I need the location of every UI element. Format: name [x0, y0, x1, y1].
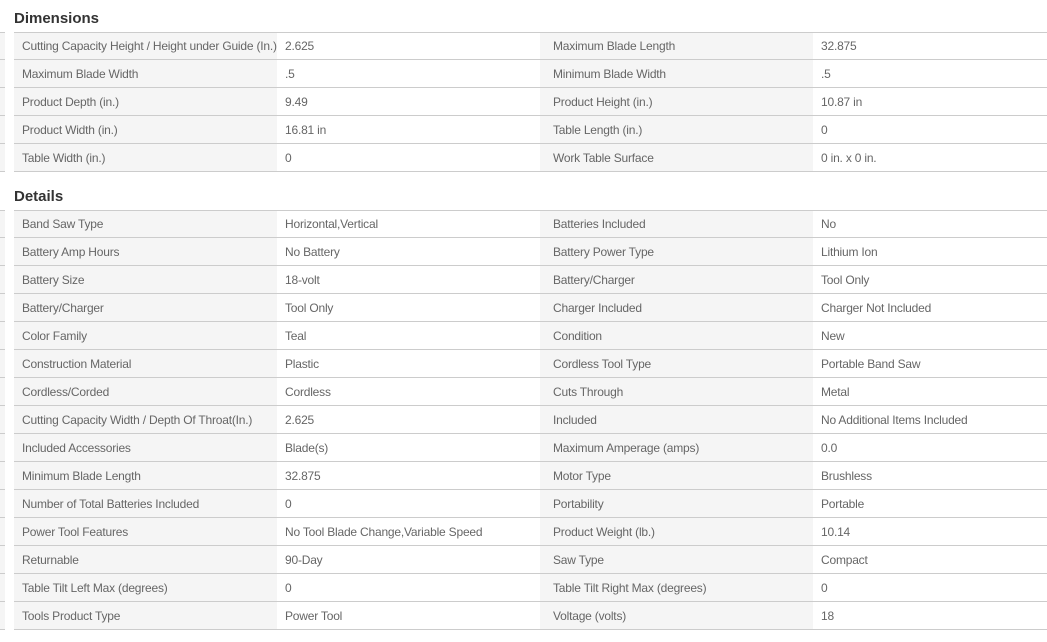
spec-row	[0, 574, 1047, 602]
spec-value-left: Cordless	[277, 378, 540, 406]
spec-label-right: Portability	[540, 490, 813, 518]
spec-row	[0, 210, 1047, 238]
left-gutter	[5, 32, 14, 60]
spec-row	[0, 518, 1047, 546]
spec-label-left: Band Saw Type	[14, 210, 277, 238]
spec-label-left: Minimum Blade Length	[14, 462, 277, 490]
dimensions-spec-table	[0, 32, 1047, 172]
left-gutter	[5, 574, 14, 602]
spec-row	[0, 602, 1047, 630]
spec-label-right: Charger Included	[540, 294, 813, 322]
spec-label-left: Number of Total Batteries Included	[14, 490, 277, 518]
spec-row	[0, 350, 1047, 378]
spec-value-left: No Battery	[277, 238, 540, 266]
spec-label-left: Cutting Capacity Height / Height under Guide (In.)	[14, 32, 277, 60]
spec-row	[0, 434, 1047, 462]
left-gutter	[5, 210, 14, 238]
spec-row	[0, 116, 1047, 144]
left-gutter	[5, 116, 14, 144]
spec-label-left: Product Width (in.)	[14, 116, 277, 144]
spec-label-left: Included Accessories	[14, 434, 277, 462]
spec-value-right: 18	[813, 602, 1047, 630]
spec-row	[0, 322, 1047, 350]
spec-value-left: 0	[277, 574, 540, 602]
spec-value-right: No	[813, 210, 1047, 238]
left-gutter	[5, 546, 14, 574]
details-spec-table	[0, 210, 1047, 630]
spec-row	[0, 378, 1047, 406]
spec-label-left: Cutting Capacity Width / Depth Of Throat(In.)	[14, 406, 277, 434]
spec-label-right: Maximum Blade Length	[540, 32, 813, 60]
spec-value-left: 0	[277, 144, 540, 172]
spec-value-right: 0	[813, 116, 1047, 144]
spec-value-left: Blade(s)	[277, 434, 540, 462]
spec-label-left: Table Width (in.)	[14, 144, 277, 172]
left-gutter	[5, 88, 14, 116]
spec-value-right: Charger Not Included	[813, 294, 1047, 322]
spec-value-right: 0	[813, 574, 1047, 602]
left-gutter	[5, 406, 14, 434]
left-gutter	[5, 490, 14, 518]
spec-row	[0, 144, 1047, 172]
spec-value-right: Portable	[813, 490, 1047, 518]
spec-value-left: 18-volt	[277, 266, 540, 294]
spec-label-right: Product Weight (lb.)	[540, 518, 813, 546]
left-gutter	[5, 434, 14, 462]
spec-label-left: Battery/Charger	[14, 294, 277, 322]
spec-value-left: Horizontal,Vertical	[277, 210, 540, 238]
spec-label-right: Table Tilt Right Max (degrees)	[540, 574, 813, 602]
spec-label-right: Cuts Through	[540, 378, 813, 406]
spec-value-right: Lithium Ion	[813, 238, 1047, 266]
left-gutter	[5, 462, 14, 490]
spec-label-left: Battery Size	[14, 266, 277, 294]
section-details	[0, 187, 1047, 630]
spec-value-left: 90-Day	[277, 546, 540, 574]
spec-value-left: 9.49	[277, 88, 540, 116]
spec-row	[0, 266, 1047, 294]
spec-label-right: Maximum Amperage (amps)	[540, 434, 813, 462]
spec-value-right: 0.0	[813, 434, 1047, 462]
left-gutter	[5, 60, 14, 88]
left-gutter	[5, 602, 14, 630]
spec-row	[0, 546, 1047, 574]
spec-label-right: Cordless Tool Type	[540, 350, 813, 378]
spec-row	[0, 88, 1047, 116]
section-title-details: Details	[14, 188, 64, 205]
spec-value-right: .5	[813, 60, 1047, 88]
spec-value-left: 0	[277, 490, 540, 518]
spec-label-left: Construction Material	[14, 350, 277, 378]
spec-value-left: 2.625	[277, 406, 540, 434]
spec-label-left: Color Family	[14, 322, 277, 350]
spec-value-right: 0 in. x 0 in.	[813, 144, 1047, 172]
spec-value-left: 2.625	[277, 32, 540, 60]
spec-row	[0, 32, 1047, 60]
spec-row	[0, 490, 1047, 518]
spec-value-right: 32.875	[813, 32, 1047, 60]
spec-value-left: Power Tool	[277, 602, 540, 630]
left-gutter	[5, 144, 14, 172]
spec-value-right: New	[813, 322, 1047, 350]
spec-value-right: Brushless	[813, 462, 1047, 490]
spec-value-left: Plastic	[277, 350, 540, 378]
spec-value-left: Teal	[277, 322, 540, 350]
spec-label-left: Product Depth (in.)	[14, 88, 277, 116]
left-gutter	[5, 518, 14, 546]
spec-value-right: No Additional Items Included	[813, 406, 1047, 434]
spec-row	[0, 462, 1047, 490]
left-gutter	[5, 378, 14, 406]
spec-label-right: Saw Type	[540, 546, 813, 574]
left-gutter	[5, 266, 14, 294]
spec-row	[0, 406, 1047, 434]
spec-label-right: Work Table Surface	[540, 144, 813, 172]
spec-label-left: Cordless/Corded	[14, 378, 277, 406]
spec-value-right: Tool Only	[813, 266, 1047, 294]
spec-label-right: Battery/Charger	[540, 266, 813, 294]
left-gutter	[5, 350, 14, 378]
spec-value-left: Tool Only	[277, 294, 540, 322]
spec-label-right: Condition	[540, 322, 813, 350]
spec-label-left: Maximum Blade Width	[14, 60, 277, 88]
spec-row	[0, 238, 1047, 266]
spec-value-left: .5	[277, 60, 540, 88]
spec-label-right: Battery Power Type	[540, 238, 813, 266]
left-gutter	[5, 238, 14, 266]
spec-label-right: Motor Type	[540, 462, 813, 490]
left-gutter	[5, 322, 14, 350]
spec-label-right: Table Length (in.)	[540, 116, 813, 144]
section-dimensions	[0, 9, 1047, 172]
spec-label-left: Table Tilt Left Max (degrees)	[14, 574, 277, 602]
spec-label-right: Product Height (in.)	[540, 88, 813, 116]
spec-label-left: Tools Product Type	[14, 602, 277, 630]
spec-value-left: 32.875	[277, 462, 540, 490]
spec-value-right: 10.14	[813, 518, 1047, 546]
spec-value-right: Portable Band Saw	[813, 350, 1047, 378]
spec-label-left: Battery Amp Hours	[14, 238, 277, 266]
spec-label-right: Minimum Blade Width	[540, 60, 813, 88]
spec-label-left: Power Tool Features	[14, 518, 277, 546]
left-gutter	[5, 294, 14, 322]
spec-value-left: 16.81 in	[277, 116, 540, 144]
spec-label-left: Returnable	[14, 546, 277, 574]
spec-value-right: 10.87 in	[813, 88, 1047, 116]
spec-row	[0, 60, 1047, 88]
spec-label-right: Batteries Included	[540, 210, 813, 238]
spec-label-right: Included	[540, 406, 813, 434]
spec-row	[0, 294, 1047, 322]
spec-value-right: Metal	[813, 378, 1047, 406]
spec-value-left: No Tool Blade Change,Variable Speed	[277, 518, 540, 546]
spec-label-right: Voltage (volts)	[540, 602, 813, 630]
section-title-dimensions: Dimensions	[14, 10, 100, 27]
spec-value-right: Compact	[813, 546, 1047, 574]
